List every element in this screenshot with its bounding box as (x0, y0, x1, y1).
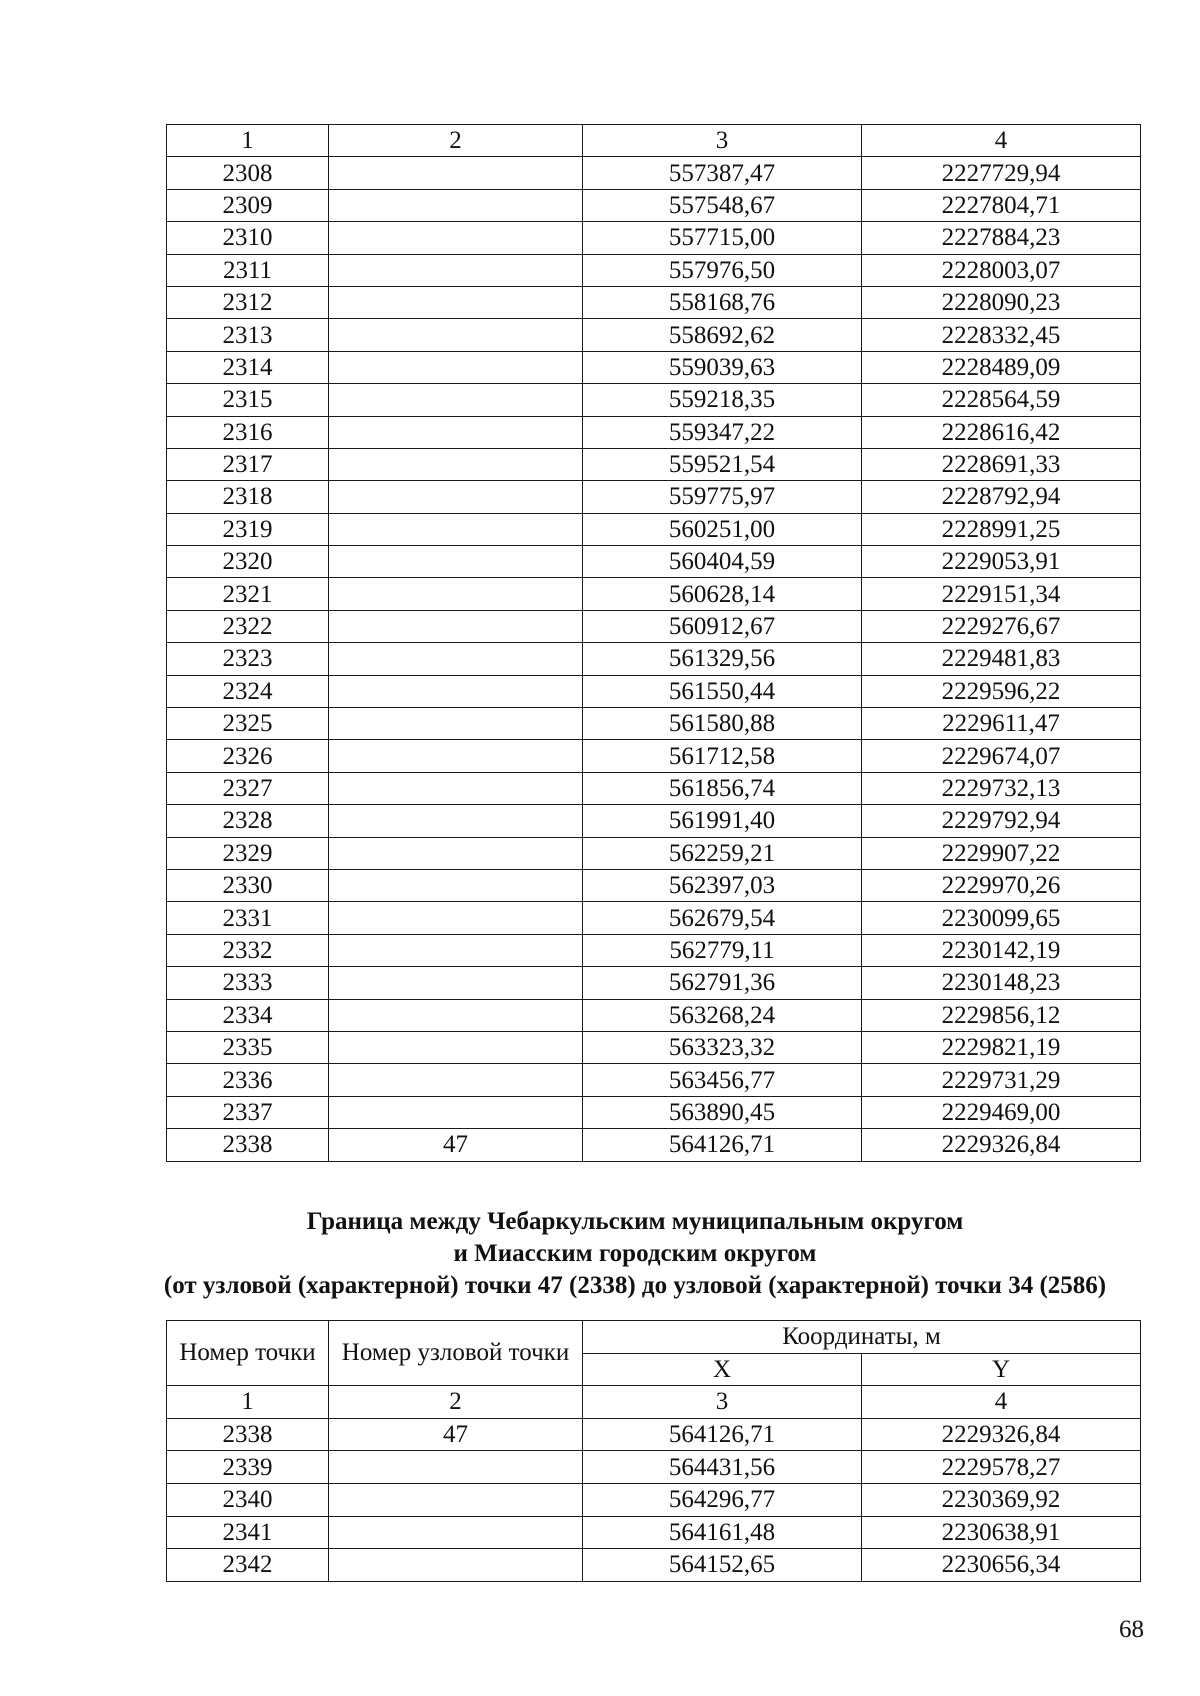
cell-y: 2229907,22 (862, 837, 1141, 869)
cell-point-number: 2322 (167, 610, 329, 642)
cell-y: 2228489,09 (862, 351, 1141, 383)
cell-point-number: 2334 (167, 999, 329, 1031)
cell-point-number: 2325 (167, 708, 329, 740)
cell-x: 564126,71 (583, 1418, 862, 1451)
table-row (167, 513, 1141, 545)
table-row (167, 1418, 1141, 1451)
table-row (167, 675, 1141, 707)
cell-x: 560628,14 (583, 578, 862, 610)
cell-node-number (329, 999, 583, 1031)
cell-y: 2229674,07 (862, 740, 1141, 772)
cell-x: 560251,00 (583, 513, 862, 545)
cell-y: 2230099,65 (862, 902, 1141, 934)
cell-y: 2228332,45 (862, 319, 1141, 351)
cell-x: 557715,00 (583, 222, 862, 254)
page-number: 68 (1119, 1616, 1144, 1643)
cell-node-number (329, 1516, 583, 1549)
cell-y: 2229821,19 (862, 1031, 1141, 1063)
cell-node-number (329, 286, 583, 318)
cell-x: 562397,03 (583, 869, 862, 901)
cell-point-number: 2318 (167, 481, 329, 513)
cell-node-number (329, 1031, 583, 1063)
table-row (167, 222, 1141, 254)
cell-node-number (329, 1451, 583, 1484)
cell-y: 2228792,94 (862, 481, 1141, 513)
cell-node-number (329, 934, 583, 966)
cell-node-number (329, 319, 583, 351)
section-title-line: Граница между Чебаркульским муниципальным округом (306, 1208, 964, 1235)
table-row (167, 189, 1141, 221)
column-index: 2 (329, 125, 583, 157)
cell-x: 559521,54 (583, 448, 862, 480)
table-row (167, 254, 1141, 286)
cell-x: 558168,76 (583, 286, 862, 318)
cell-x: 564431,56 (583, 1451, 862, 1484)
cell-y: 2228991,25 (862, 513, 1141, 545)
cell-x: 561856,74 (583, 772, 862, 804)
cell-y: 2230369,92 (862, 1483, 1141, 1516)
table-row (167, 481, 1141, 513)
cell-point-number: 2333 (167, 967, 329, 999)
cell-x: 559218,35 (583, 384, 862, 416)
cell-node-number (329, 708, 583, 740)
cell-point-number: 2313 (167, 319, 329, 351)
cell-point-number: 2331 (167, 902, 329, 934)
cell-node-number (329, 869, 583, 901)
column-index: 4 (862, 1386, 1141, 1419)
cell-node-number (329, 416, 583, 448)
cell-node-number (329, 1096, 583, 1128)
header-point-number: Номер точки (167, 1321, 329, 1386)
cell-y: 2229856,12 (862, 999, 1141, 1031)
table-row (167, 772, 1141, 804)
table-row (167, 319, 1141, 351)
coordinates-table-continued (166, 124, 1141, 1162)
cell-y: 2228090,23 (862, 286, 1141, 318)
cell-x: 562779,11 (583, 934, 862, 966)
cell-point-number: 2311 (167, 254, 329, 286)
cell-point-number: 2327 (167, 772, 329, 804)
table-row (167, 546, 1141, 578)
cell-node-number: 47 (329, 1418, 583, 1451)
column-index: 3 (583, 125, 862, 157)
table-row (167, 416, 1141, 448)
cell-point-number: 2330 (167, 869, 329, 901)
cell-node-number (329, 740, 583, 772)
cell-point-number: 2339 (167, 1451, 329, 1484)
cell-x: 561329,56 (583, 643, 862, 675)
cell-x: 559347,22 (583, 416, 862, 448)
table-row (167, 1451, 1141, 1484)
cell-y: 2229326,84 (862, 1129, 1141, 1161)
cell-y: 2228691,33 (862, 448, 1141, 480)
cell-y: 2227884,23 (862, 222, 1141, 254)
table-row (167, 286, 1141, 318)
cell-node-number (329, 837, 583, 869)
table-row (167, 967, 1141, 999)
cell-y: 2229611,47 (862, 708, 1141, 740)
cell-x: 559775,97 (583, 481, 862, 513)
cell-y: 2229481,83 (862, 643, 1141, 675)
cell-x: 561991,40 (583, 805, 862, 837)
cell-y: 2230656,34 (862, 1549, 1141, 1582)
table-row (167, 902, 1141, 934)
table-row (167, 1516, 1141, 1549)
cell-point-number: 2320 (167, 546, 329, 578)
cell-node-number (329, 643, 583, 675)
cell-point-number: 2316 (167, 416, 329, 448)
column-index: 1 (167, 125, 329, 157)
table-row (167, 1483, 1141, 1516)
cell-y: 2227729,94 (862, 157, 1141, 189)
table-index-row (167, 1386, 1141, 1419)
cell-node-number (329, 805, 583, 837)
cell-point-number: 2310 (167, 222, 329, 254)
cell-node-number (329, 351, 583, 383)
section-title-line: и Миасским городским округом (453, 1240, 817, 1267)
cell-point-number: 2335 (167, 1031, 329, 1063)
cell-node-number (329, 675, 583, 707)
cell-x: 557976,50 (583, 254, 862, 286)
cell-node-number (329, 1064, 583, 1096)
cell-point-number: 2328 (167, 805, 329, 837)
cell-x: 563323,32 (583, 1031, 862, 1063)
cell-point-number: 2315 (167, 384, 329, 416)
table-row (167, 999, 1141, 1031)
cell-x: 563456,77 (583, 1064, 862, 1096)
table-row (167, 578, 1141, 610)
cell-y: 2229731,29 (862, 1064, 1141, 1096)
cell-point-number: 2338 (167, 1129, 329, 1161)
section-title-line: (от узловой (характерной) точки 47 (2338) до узловой (характерной) точки 34 (2586) (163, 1272, 1107, 1299)
table-body (167, 157, 1141, 1161)
cell-node-number (329, 902, 583, 934)
cell-x: 562679,54 (583, 902, 862, 934)
table-row (167, 351, 1141, 383)
header-node-number: Номер узловой точки (329, 1321, 583, 1386)
table-header-row (167, 1321, 1141, 1354)
cell-node-number (329, 222, 583, 254)
cell-point-number: 2342 (167, 1549, 329, 1582)
cell-node-number (329, 481, 583, 513)
cell-node-number (329, 610, 583, 642)
table-index-row (167, 125, 1141, 157)
table-row (167, 1129, 1141, 1161)
cell-node-number (329, 546, 583, 578)
cell-y: 2230638,91 (862, 1516, 1141, 1549)
cell-x: 563268,24 (583, 999, 862, 1031)
cell-point-number: 2338 (167, 1418, 329, 1451)
cell-y: 2230148,23 (862, 967, 1141, 999)
table-row (167, 643, 1141, 675)
table-row (167, 869, 1141, 901)
cell-point-number: 2321 (167, 578, 329, 610)
table-row (167, 157, 1141, 189)
table-body (167, 1418, 1141, 1581)
cell-node-number (329, 1549, 583, 1582)
cell-point-number: 2326 (167, 740, 329, 772)
cell-x: 557387,47 (583, 157, 862, 189)
section-title (100, 1206, 1170, 1302)
cell-y: 2228003,07 (862, 254, 1141, 286)
cell-x: 559039,63 (583, 351, 862, 383)
cell-node-number (329, 384, 583, 416)
cell-point-number: 2341 (167, 1516, 329, 1549)
cell-point-number: 2319 (167, 513, 329, 545)
cell-point-number: 2337 (167, 1096, 329, 1128)
cell-node-number (329, 772, 583, 804)
table-row (167, 384, 1141, 416)
header-x: X (583, 1353, 862, 1386)
table-row (167, 448, 1141, 480)
cell-point-number: 2314 (167, 351, 329, 383)
cell-x: 558692,62 (583, 319, 862, 351)
table-row (167, 1096, 1141, 1128)
cell-y: 2229276,67 (862, 610, 1141, 642)
cell-x: 561712,58 (583, 740, 862, 772)
cell-node-number (329, 1483, 583, 1516)
cell-x: 561580,88 (583, 708, 862, 740)
column-index: 3 (583, 1386, 862, 1419)
cell-y: 2227804,71 (862, 189, 1141, 221)
cell-node-number: 47 (329, 1129, 583, 1161)
cell-point-number: 2317 (167, 448, 329, 480)
table-row (167, 1549, 1141, 1582)
cell-x: 562259,21 (583, 837, 862, 869)
header-coordinates: Координаты, м (583, 1321, 1141, 1354)
cell-point-number: 2340 (167, 1483, 329, 1516)
table-row (167, 740, 1141, 772)
cell-point-number: 2336 (167, 1064, 329, 1096)
table-row (167, 837, 1141, 869)
cell-point-number: 2324 (167, 675, 329, 707)
cell-y: 2230142,19 (862, 934, 1141, 966)
cell-x: 561550,44 (583, 675, 862, 707)
cell-x: 564296,77 (583, 1483, 862, 1516)
cell-node-number (329, 967, 583, 999)
cell-point-number: 2309 (167, 189, 329, 221)
cell-point-number: 2332 (167, 934, 329, 966)
cell-node-number (329, 254, 583, 286)
cell-node-number (329, 578, 583, 610)
cell-y: 2228564,59 (862, 384, 1141, 416)
cell-y: 2229732,13 (862, 772, 1141, 804)
cell-point-number: 2329 (167, 837, 329, 869)
cell-y: 2229578,27 (862, 1451, 1141, 1484)
column-index: 4 (862, 125, 1141, 157)
cell-point-number: 2308 (167, 157, 329, 189)
cell-y: 2229970,26 (862, 869, 1141, 901)
cell-point-number: 2323 (167, 643, 329, 675)
table-row (167, 805, 1141, 837)
cell-y: 2229151,34 (862, 578, 1141, 610)
table-row (167, 708, 1141, 740)
cell-y: 2229469,00 (862, 1096, 1141, 1128)
cell-y: 2229596,22 (862, 675, 1141, 707)
cell-x: 564126,71 (583, 1129, 862, 1161)
cell-node-number (329, 513, 583, 545)
table-row (167, 934, 1141, 966)
cell-x: 560912,67 (583, 610, 862, 642)
cell-y: 2229326,84 (862, 1418, 1141, 1451)
cell-point-number: 2312 (167, 286, 329, 318)
cell-node-number (329, 157, 583, 189)
table-row (167, 610, 1141, 642)
column-index: 2 (329, 1386, 583, 1419)
cell-y: 2228616,42 (862, 416, 1141, 448)
column-index: 1 (167, 1386, 329, 1419)
cell-y: 2229792,94 (862, 805, 1141, 837)
table-row (167, 1064, 1141, 1096)
cell-x: 557548,67 (583, 189, 862, 221)
cell-x: 560404,59 (583, 546, 862, 578)
cell-x: 562791,36 (583, 967, 862, 999)
cell-y: 2229053,91 (862, 546, 1141, 578)
boundary-coordinates-table (166, 1320, 1141, 1582)
cell-x: 563890,45 (583, 1096, 862, 1128)
cell-x: 564152,65 (583, 1549, 862, 1582)
cell-x: 564161,48 (583, 1516, 862, 1549)
cell-node-number (329, 189, 583, 221)
cell-node-number (329, 448, 583, 480)
table-row (167, 1031, 1141, 1063)
header-y: Y (862, 1353, 1141, 1386)
